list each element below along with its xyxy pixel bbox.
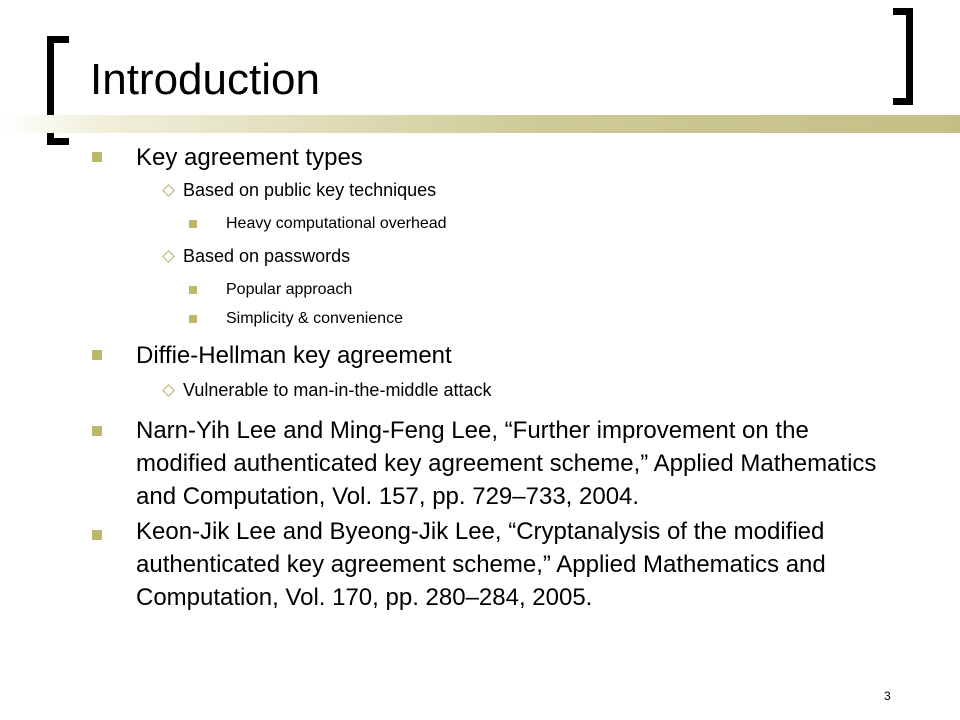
bullet-based-on-passwords: Based on passwords [183,246,351,266]
bullet-diffie-hellman: Diffie-Hellman key agreement [136,342,452,369]
right-bracket-decoration [906,8,913,105]
square-bullet-icon [92,530,102,540]
bullet-key-agreement-types: Key agreement types [136,144,363,171]
square-bullet-icon [92,152,102,162]
bullet-popular-approach: Popular approach [226,281,353,298]
square-bullet-icon [189,315,197,323]
left-bracket-decoration [47,36,69,43]
square-bullet-icon [92,426,102,436]
bullet-simplicity: Simplicity & convenience [226,310,403,327]
bullet-heavy-overhead: Heavy computational overhead [226,215,447,232]
slide-title: Introduction [90,55,320,104]
right-bracket-decoration [893,98,913,105]
bullet-public-key-techniques: Based on public key techniques [183,180,437,200]
bullet-reference-lee-2005: Keon-Jik Lee and Byeong-Jik Lee, “Cryptanalysis of the modified authenticated key agreement scheme,” Applied Mathematics and Computation, Vol. 170, pp. 280–284, 2005. [136,518,826,611]
square-bullet-icon [92,350,102,360]
title-divider-band [0,115,960,133]
square-bullet-icon [189,286,197,294]
square-bullet-icon [189,220,197,228]
page-number: 3 [884,689,891,703]
left-bracket-decoration [47,138,69,145]
bullet-reference-lee-2004: Narn-Yih Lee and Ming-Feng Lee, “Further improvement on the modified authenticated key agreement scheme,” Applied Mathematics and Computation, Vol. 157, pp. 729–733, 2004. [136,417,877,510]
diamond-bullet-icon [162,184,175,197]
right-bracket-decoration [893,8,913,15]
diamond-bullet-icon [162,384,175,397]
diamond-bullet-icon [162,250,175,263]
bullet-mitm-vulnerable: Vulnerable to man-in-the-middle attack [183,380,492,400]
